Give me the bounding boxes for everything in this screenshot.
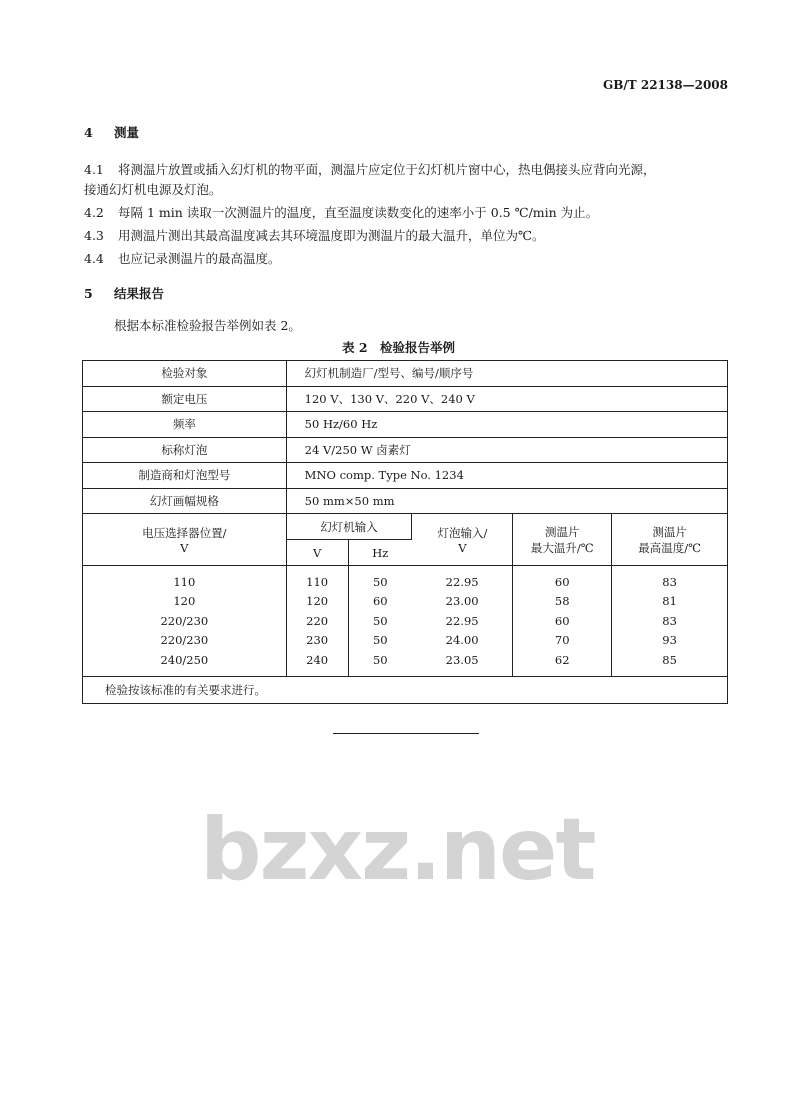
clause-4-1-continued: 接通幻灯机电源及灯泡。 (84, 182, 222, 197)
info-row (83, 488, 728, 514)
cell-input-voltage: 110 (286, 566, 348, 592)
header-text: 测温片 (652, 524, 687, 539)
info-label: 额定电压 (83, 386, 287, 412)
table-note: 检验按该标准的有关要求进行。 (83, 676, 728, 703)
info-value: 24 V/250 W 卤素灯 (286, 437, 727, 463)
header-projector-input: 幻灯机输入 (286, 514, 412, 540)
table-row (83, 631, 728, 651)
header-selector (83, 514, 287, 566)
header-unit: V (180, 540, 189, 555)
cell-selector-position: 220/230 (83, 631, 287, 651)
info-row (83, 412, 728, 438)
clause-4-1 (84, 160, 764, 178)
section-number: 4 (84, 125, 93, 140)
cell-max-temp: 93 (612, 631, 728, 651)
info-value: 50 mm×50 mm (286, 488, 727, 514)
info-label: 制造商和灯泡型号 (83, 463, 287, 489)
cell-selector-position: 220/230 (83, 611, 287, 631)
table-row (83, 611, 728, 631)
clause-number: 4.4 (84, 251, 104, 266)
clause-text: 用测温片测出其最高温度减去其环境温度即为测温片的最大温升，单位为℃。 (118, 228, 545, 243)
info-row (83, 437, 728, 463)
info-value: 幻灯机制造厂/型号、编号/顺序号 (286, 361, 727, 387)
header-input-hz: Hz (348, 540, 412, 566)
watermark: bzxz.net (200, 800, 595, 900)
cell-selector-position: 110 (83, 566, 287, 592)
section-title: 结果报告 (114, 286, 165, 301)
cell-input-voltage: 230 (286, 631, 348, 651)
clause-text: 也应记录测温片的最高温度。 (118, 251, 281, 266)
cell-input-frequency: 50 (348, 650, 412, 676)
header-text: 灯泡输入/ (437, 525, 488, 540)
header-unit: 最高温度/℃ (638, 540, 701, 555)
section-number: 5 (84, 286, 93, 301)
info-label: 频率 (83, 412, 287, 438)
table-caption: 表 2 检验报告举例 (342, 340, 456, 355)
cell-bulb-input-voltage: 23.00 (412, 592, 513, 612)
cell-input-frequency: 50 (348, 611, 412, 631)
cell-max-temp: 83 (612, 611, 728, 631)
info-row (83, 361, 728, 387)
table-row (83, 566, 728, 592)
inspection-report-table (82, 360, 728, 704)
cell-selector-position: 240/250 (83, 650, 287, 676)
info-value: 50 Hz/60 Hz (286, 412, 727, 438)
info-row (83, 386, 728, 412)
cell-max-temp-rise: 58 (513, 592, 612, 612)
header-bulb-input (412, 514, 513, 566)
cell-input-frequency: 50 (348, 566, 412, 592)
header-max-rise (513, 514, 612, 566)
table-header-row (83, 514, 728, 540)
cell-input-frequency: 50 (348, 631, 412, 651)
cell-bulb-input-voltage: 24.00 (412, 631, 513, 651)
cell-max-temp-rise: 70 (513, 631, 612, 651)
section-5-heading (84, 284, 164, 302)
cell-max-temp-rise: 60 (513, 566, 612, 592)
end-rule (333, 733, 479, 734)
clause-text: 将测温片放置或插入幻灯机的物平面，测温片应定位于幻灯机片窗中心，热电偶接头应背向光源， (118, 162, 656, 177)
header-text: 电压选择器位置/ (142, 525, 227, 540)
info-value: MNO comp. Type No. 1234 (286, 463, 727, 489)
header-input-v: V (286, 540, 348, 566)
section-title: 测量 (114, 125, 140, 140)
cell-bulb-input-voltage: 22.95 (412, 611, 513, 631)
clause-text: 每隔 1 min 读取一次测温片的温度，直至温度读数变化的速率小于 0.5 ℃/min 为止。 (118, 205, 599, 220)
table-row (83, 650, 728, 676)
cell-bulb-input-voltage: 23.05 (412, 650, 513, 676)
cell-input-voltage: 120 (286, 592, 348, 612)
header-unit: 最大温升/℃ (530, 540, 594, 555)
header-max-temp (612, 514, 728, 566)
info-row (83, 463, 728, 489)
header-text: 测温片 (544, 524, 580, 539)
table-row (83, 592, 728, 612)
info-value: 120 V、130 V、220 V、240 V (286, 386, 727, 412)
report-intro: 根据本标准检验报告举例如表 2。 (114, 318, 301, 333)
section-4-heading (84, 123, 139, 141)
info-label: 标称灯泡 (83, 437, 287, 463)
cell-max-temp-rise: 62 (513, 650, 612, 676)
cell-max-temp: 81 (612, 592, 728, 612)
clause-number: 4.2 (84, 205, 104, 220)
clause-4-2 (84, 203, 598, 221)
clause-4-3 (84, 226, 545, 244)
cell-max-temp: 85 (612, 650, 728, 676)
cell-max-temp: 83 (612, 566, 728, 592)
clause-number: 4.1 (84, 162, 104, 177)
clause-4-4 (84, 249, 281, 267)
info-label: 幻灯画幅规格 (83, 488, 287, 514)
cell-selector-position: 120 (83, 592, 287, 612)
standard-number: GB/T 22138—2008 (602, 78, 728, 92)
info-label: 检验对象 (83, 361, 287, 387)
header-unit: V (458, 540, 467, 555)
cell-max-temp-rise: 60 (513, 611, 612, 631)
clause-number: 4.3 (84, 228, 104, 243)
cell-input-voltage: 220 (286, 611, 348, 631)
cell-bulb-input-voltage: 22.95 (412, 566, 513, 592)
cell-input-voltage: 240 (286, 650, 348, 676)
cell-input-frequency: 60 (348, 592, 412, 612)
